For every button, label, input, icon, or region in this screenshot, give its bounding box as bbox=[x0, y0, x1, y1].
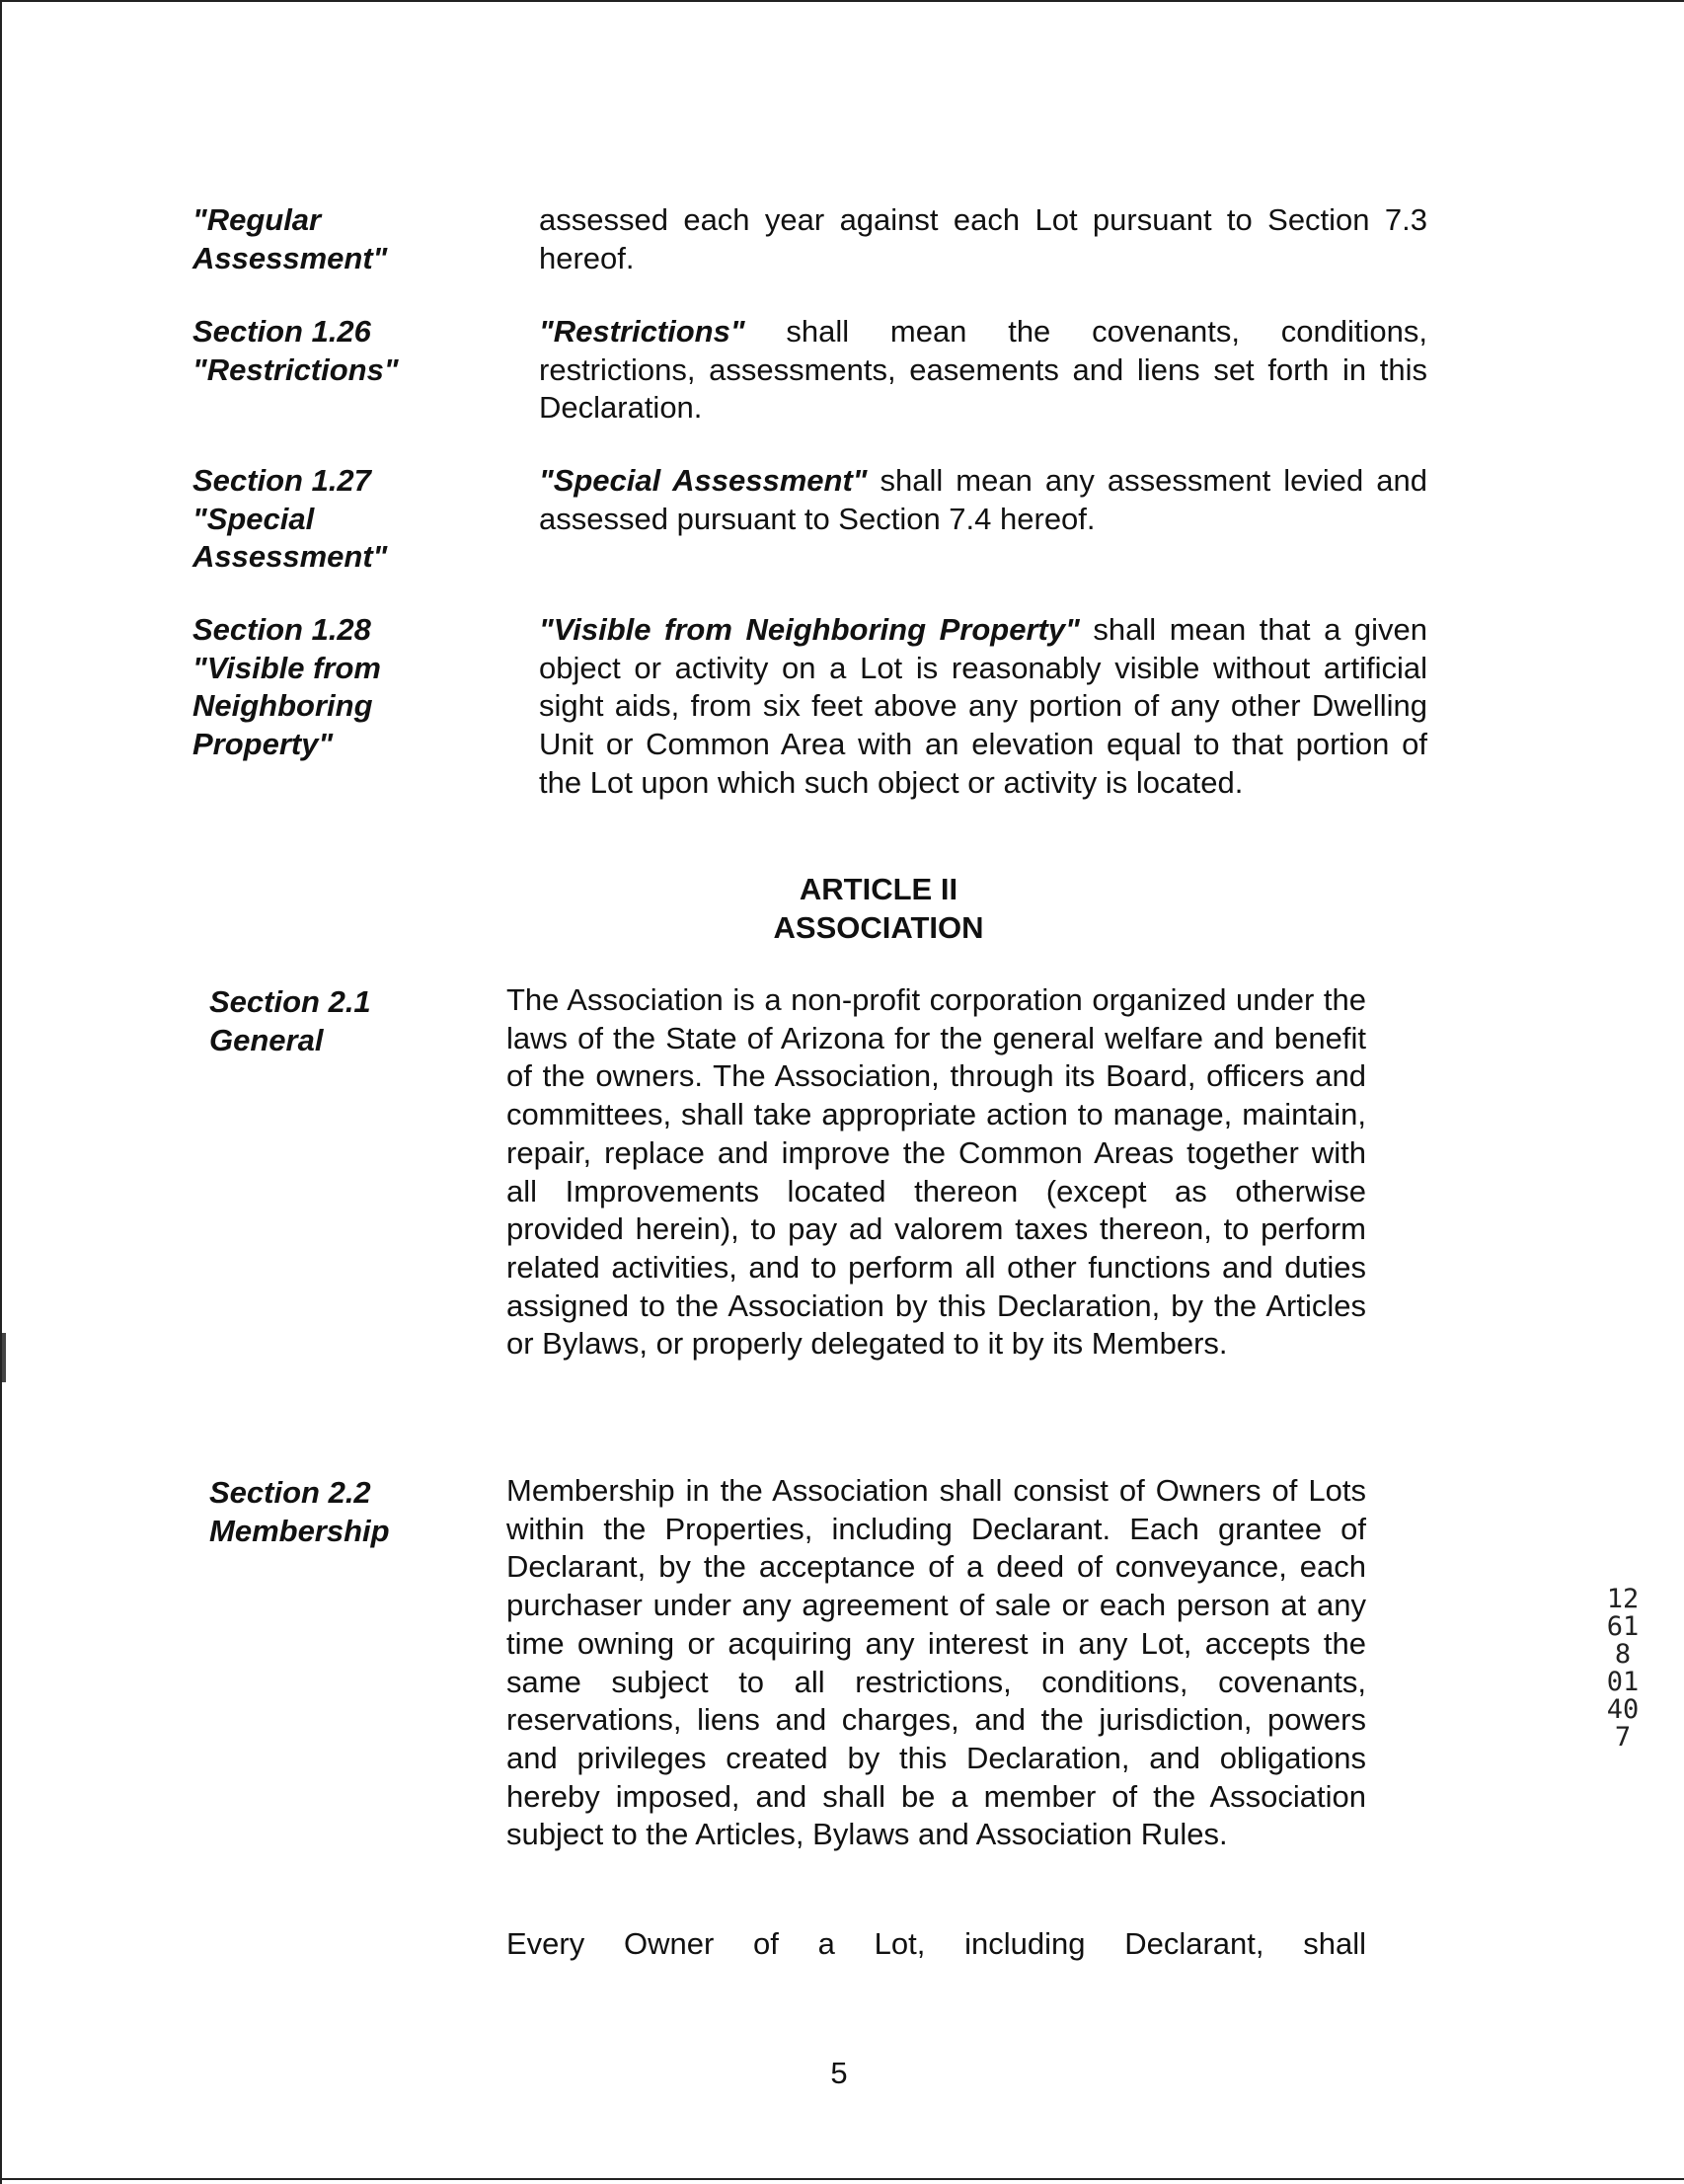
section-label: Section 1.26 "Restrictions" bbox=[192, 314, 399, 387]
section-continuation: Every Owner of a Lot, including Declarant, shall bbox=[506, 1926, 1366, 1961]
article-title: ASSOCIATION bbox=[773, 909, 984, 945]
section-body-text: shall mean that a given object or activity on a Lot is reasonably visible without artificial sight aids, from six feet above any portion of any other Dwelling Unit or Common Area with an elevation equal to that portion of the Lot upon which such object or activity is located. bbox=[539, 612, 1427, 800]
page-border-left bbox=[0, 0, 2, 2184]
section-label: Section 2.1 General bbox=[209, 984, 371, 1057]
page-number: 5 bbox=[830, 2056, 848, 2090]
scan-margin-mark bbox=[2, 1333, 6, 1382]
section-label: Section 2.2 Membership bbox=[209, 1475, 390, 1548]
section-body: The Association is a non-profit corporation organized under the laws of the State of Arizona for the general welfare and benefit of the owners. The Association, through its Board, officers and committees, shall take appropriate action to manage, maintain, repair, replace and improve the Common Areas together with all Improvements located thereon (except as otherwise provided herein), to pay ad valorem taxes thereon, to perform related activities, and to perform all other functions and duties assigned to the Association by this Declaration, by the Articles or Bylaws, or properly delegated to it by its Members. bbox=[506, 982, 1366, 1362]
defined-term: "Visible from Neighboring Property" bbox=[539, 612, 1080, 647]
page-border-bottom bbox=[0, 2178, 1684, 2180]
section-label: Section 1.27 "Special Assessment" bbox=[192, 463, 388, 575]
defined-term: "Restrictions" bbox=[539, 314, 745, 349]
section-body: Membership in the Association shall consist of Owners of Lots within the Properties, including Declarant. Each grantee of Declarant, by the acceptance of a deed of conveyance, each purchaser under any agreement of sale or each person at any time owning or acquiring any interest in any Lot, accepts the same subject to all restrictions, conditions, covenants, reservations, liens and charges, and the jurisdiction, powers and privileges created by this Declaration, and obligations hereby imposed, and shall be a member of the Association subject to the Articles, Bylaws and Association Rules. bbox=[506, 1473, 1366, 1852]
section-body-text: shall mean any assessment levied and assessed pursuant to Section 7.4 hereof. bbox=[539, 463, 1427, 536]
section-label: Section 1.28 "Visible from Neighboring Property" bbox=[192, 612, 381, 762]
section-body-text: assessed each year against each Lot pursuant to Section 7.3 hereof. bbox=[539, 202, 1427, 275]
section-body-text: shall mean the covenants, conditions, restrictions, assessments, easements and liens set forth in this Declaration. bbox=[539, 314, 1427, 426]
section-body bbox=[539, 462, 1427, 538]
recording-stamp: 12618 01407 bbox=[1606, 1584, 1640, 1753]
article-heading bbox=[533, 871, 1224, 947]
article-number: ARTICLE II bbox=[799, 872, 958, 906]
section-label: "Regular Assessment" bbox=[192, 202, 388, 275]
section-body bbox=[539, 201, 1427, 277]
page-border-top bbox=[0, 0, 1684, 2]
defined-term: "Special Assessment" bbox=[539, 463, 868, 498]
section-body bbox=[539, 313, 1427, 428]
section-body bbox=[539, 611, 1427, 803]
